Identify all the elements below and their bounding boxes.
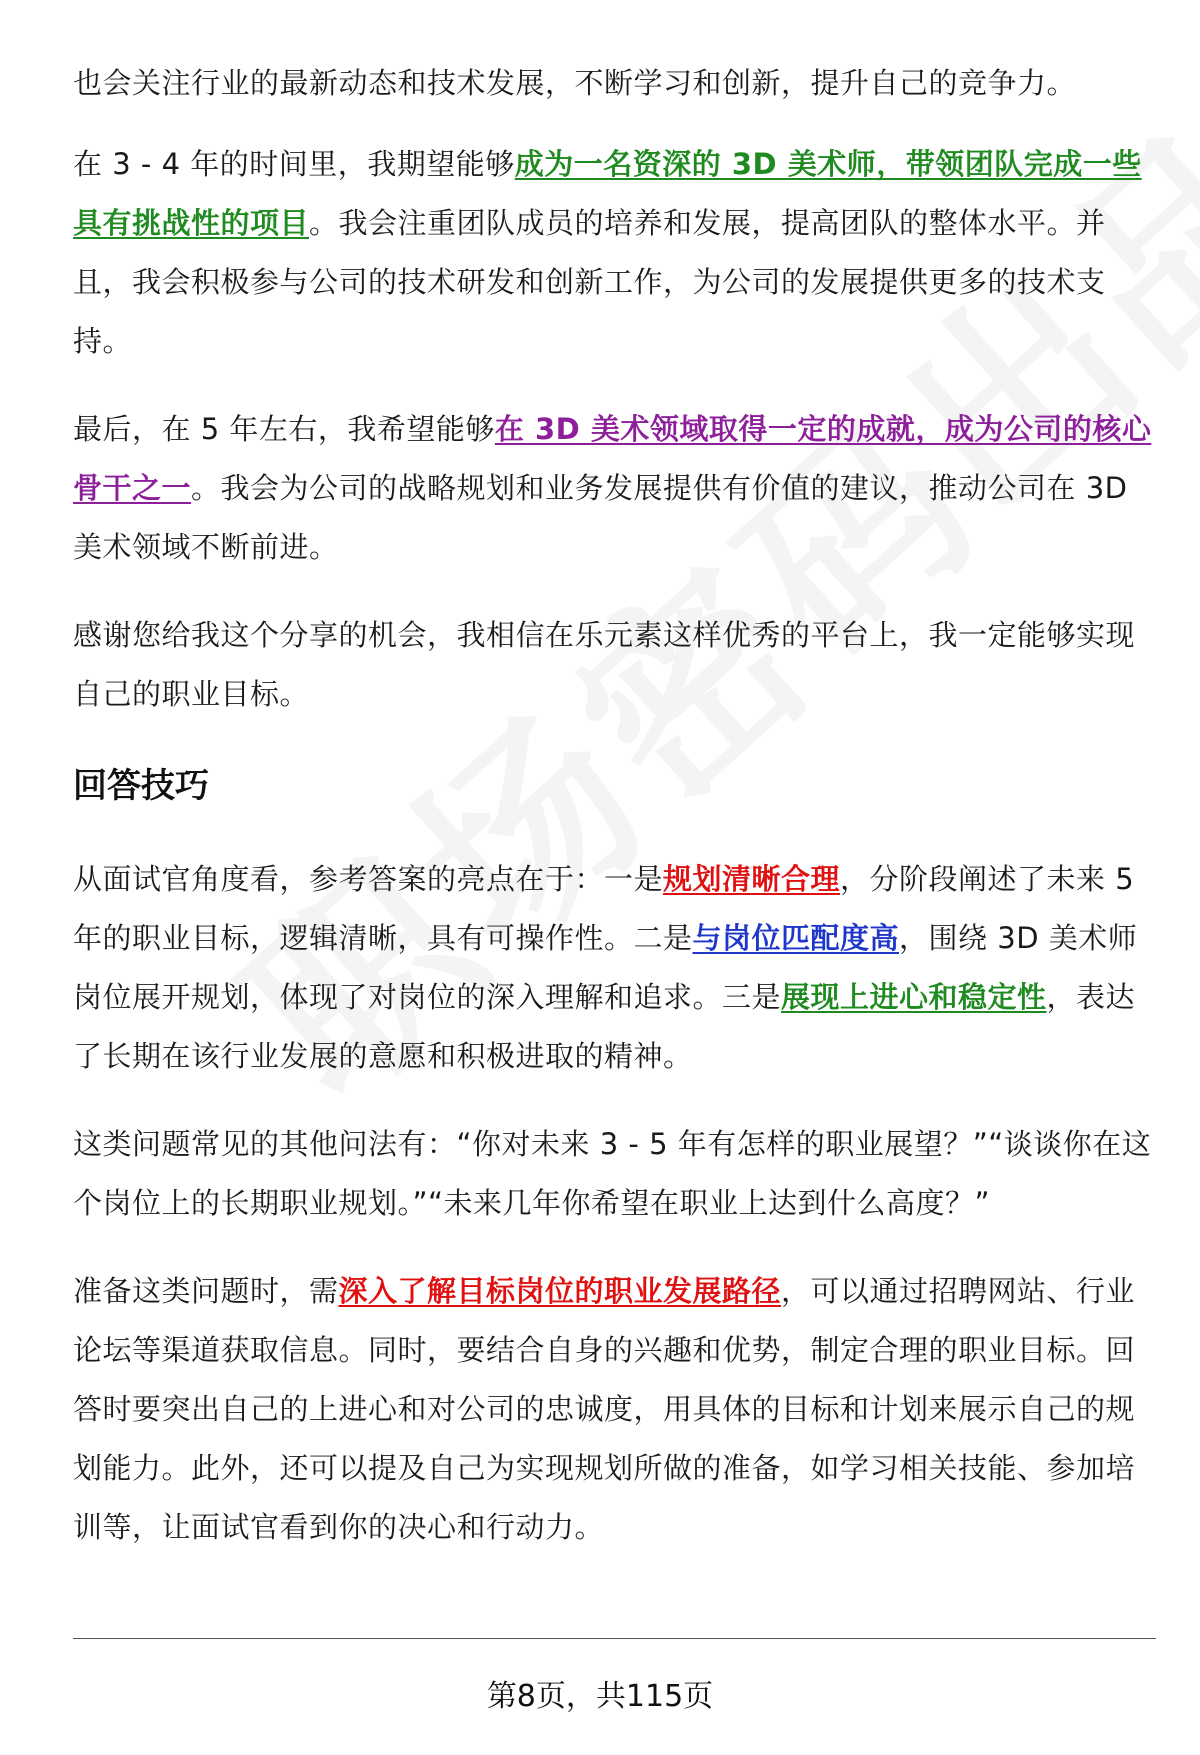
- highlight-text: 展现上进心和稳定性: [781, 980, 1047, 1014]
- paragraph-text: 从面试官角度看，参考答案的亮点在于：一是: [73, 862, 664, 896]
- document-body: [73, 54, 1153, 1586]
- paragraph-text: 也会关注行业的最新动态和技术发展，不断学习和创新，提升自己的竞争力。: [73, 66, 1077, 100]
- paragraph: [73, 135, 1153, 371]
- paragraph: [73, 606, 1153, 724]
- highlight-text: 在 3D 美术领域取得一定的成就，成为公司的核心骨干之一: [73, 412, 1152, 505]
- highlight-text: 深入了解目标岗位的职业发展路径: [338, 1274, 782, 1308]
- paragraph-text: ，表达了长期在该行业发展的意愿和积极进取的精神。: [73, 980, 1136, 1073]
- highlight-text: 与岗位匹配度高: [692, 921, 900, 955]
- paragraph: [73, 850, 1153, 1086]
- paragraph: [73, 400, 1153, 577]
- paragraph-text: ，围绕 3D 美术师岗位展开规划，体现了对岗位的深入理解和追求。三是: [73, 921, 1138, 1014]
- highlight-text: 规划清晰合理: [663, 862, 841, 896]
- paragraph-text: ，分阶段阐述了未来 5 年的职业目标，逻辑清晰，具有可操作性。二是: [73, 862, 1135, 955]
- paragraph-text: 在 3 - 4 年的时间里，我期望能够: [73, 147, 515, 181]
- paragraph-text: 这类问题常见的其他问法有：“你对未来 3 - 5 年有怎样的职业展望？”“谈谈你在这个岗位上的长期职业规划。”“未来几年你希望在职业上达到什么高度？”: [73, 1127, 1152, 1220]
- footer-divider: [73, 1638, 1156, 1639]
- paragraph-text: 。我会注重团队成员的培养和发展，提高团队的整体水平。并且，我会积极参与公司的技术研发和创新工作，为公司的发展提供更多的技术支持。: [73, 206, 1106, 358]
- paragraph-text: 准备这类问题时，需: [73, 1274, 339, 1308]
- paragraph-text: 感谢您给我这个分享的机会，我相信在乐元素这样优秀的平台上，我一定能够实现自己的职业目标。: [73, 618, 1136, 711]
- paragraph: [73, 1115, 1153, 1233]
- paragraph: [73, 1262, 1153, 1557]
- section-heading: 回答技巧: [73, 766, 209, 806]
- highlight-text: 成为一名资深的 3D 美术师，带领团队完成一些具有挑战性的项目: [73, 147, 1142, 240]
- paragraph-text: ，可以通过招聘网站、行业论坛等渠道获取信息。同时，要结合自身的兴趣和优势，制定合理的职业目标。回答时要突出自己的上进心和对公司的忠诚度，用具体的目标和计划来展示自己的规划能力。此外，还可以提及自己为实现规划所做的准备，如学习相关技能、参加培训等，让面试官看到你的决心和行动力。: [73, 1274, 1136, 1544]
- page-number: 第8页，共115页: [486, 1679, 714, 1714]
- paragraph-text: 。我会为公司的战略规划和业务发展提供有价值的建议，推动公司在 3D 美术领域不断前进。: [73, 471, 1128, 564]
- paragraph: [73, 54, 1153, 113]
- paragraph-text: 最后，在 5 年左右，我希望能够: [73, 412, 495, 446]
